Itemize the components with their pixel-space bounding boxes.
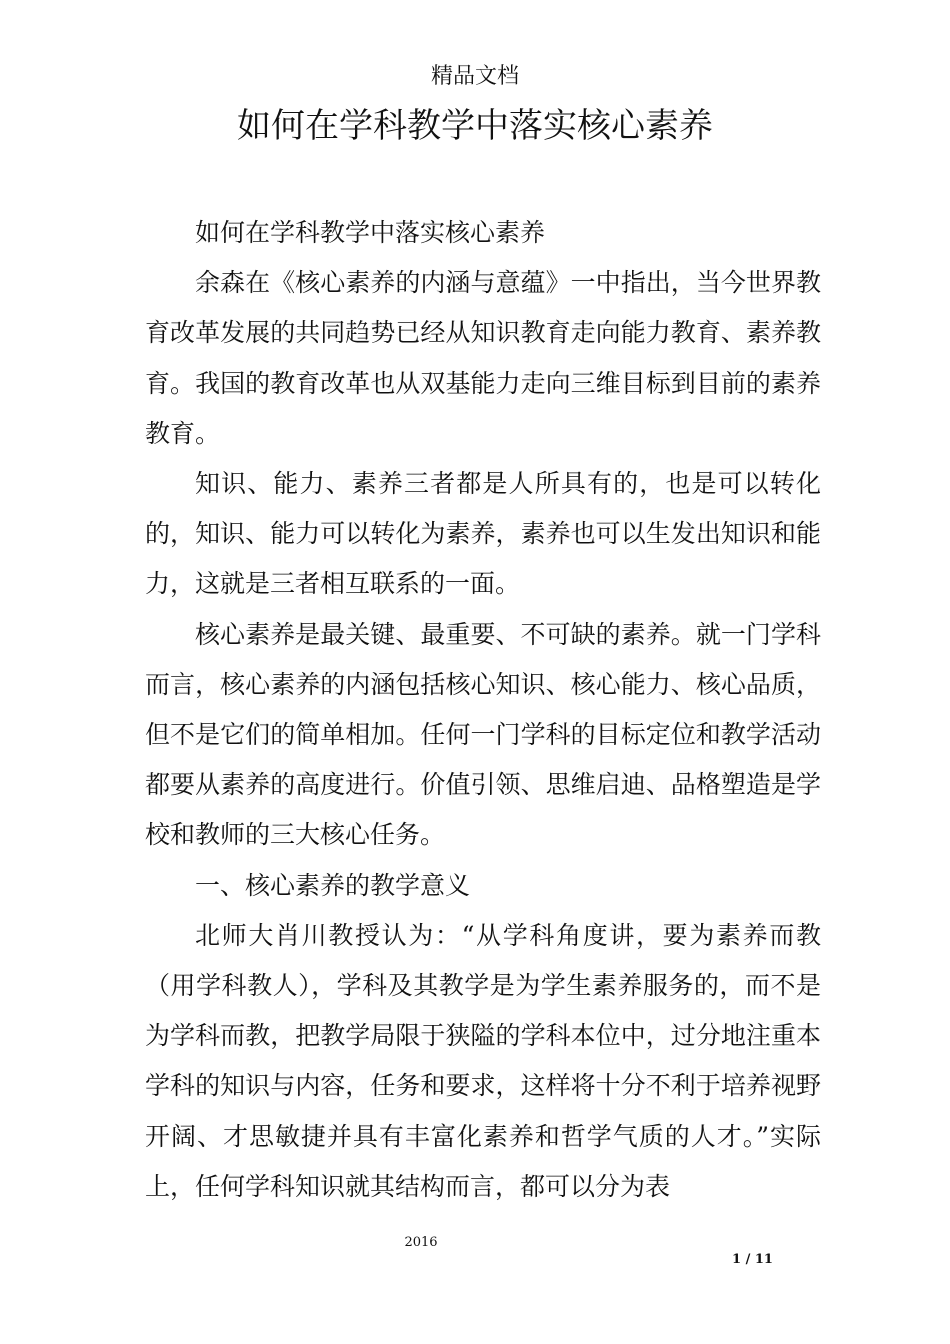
paragraph: 余森在《核心素养的内涵与意蕴》一中指出，当今世界教育改革发展的共同趋势已经从知识教育走向能力教育、素养教育。我国的教育改革也从双基能力走向三维目标到目前的素养教育。 <box>145 268 821 448</box>
paragraph-subtitle: 如何在学科教学中落实核心素养 <box>195 218 546 247</box>
paragraph: 知识、能力、素养三者都是人所具有的，也是可以转化的，知识、能力可以转化为素养，素养也可以生发出知识和能力，这就是三者相互联系的一面。 <box>145 469 821 599</box>
page-number: 1 / 11 <box>732 1252 773 1267</box>
document-body <box>145 208 821 1212</box>
paragraph: 核心素养是最关键、最重要、不可缺的素养。就一门学科而言，核心素养的内涵包括核心知识、核心能力、核心品质，但不是它们的简单相加。任何一门学科的目标定位和教学活动都要从素养的高度进行。价值引领、思维启迪、品格塑造是学校和教师的三大核心任务。 <box>145 619 821 850</box>
section-heading: 一、核心素养的教学意义 <box>195 870 471 900</box>
paragraph: 北师大肖川教授认为：“从学科角度讲，要为素养而教（用学科教人），学科及其教学是为学生素养服务的，而不是为学科而教，把教学局限于狭隘的学科本位中，过分地注重本学科的知识与内容，任务和要求，这样将十分不利于培养视野开阔、才思敏捷并具有丰富化素养和哲学气质的人才。”实际上，任何学科知识就其结构而言，都可以分为表 <box>145 920 821 1201</box>
page-header-label: 精品文档 <box>430 64 519 89</box>
footer-year: 2016 <box>404 1235 438 1250</box>
document-title: 如何在学科教学中落实核心素养 <box>237 106 713 146</box>
